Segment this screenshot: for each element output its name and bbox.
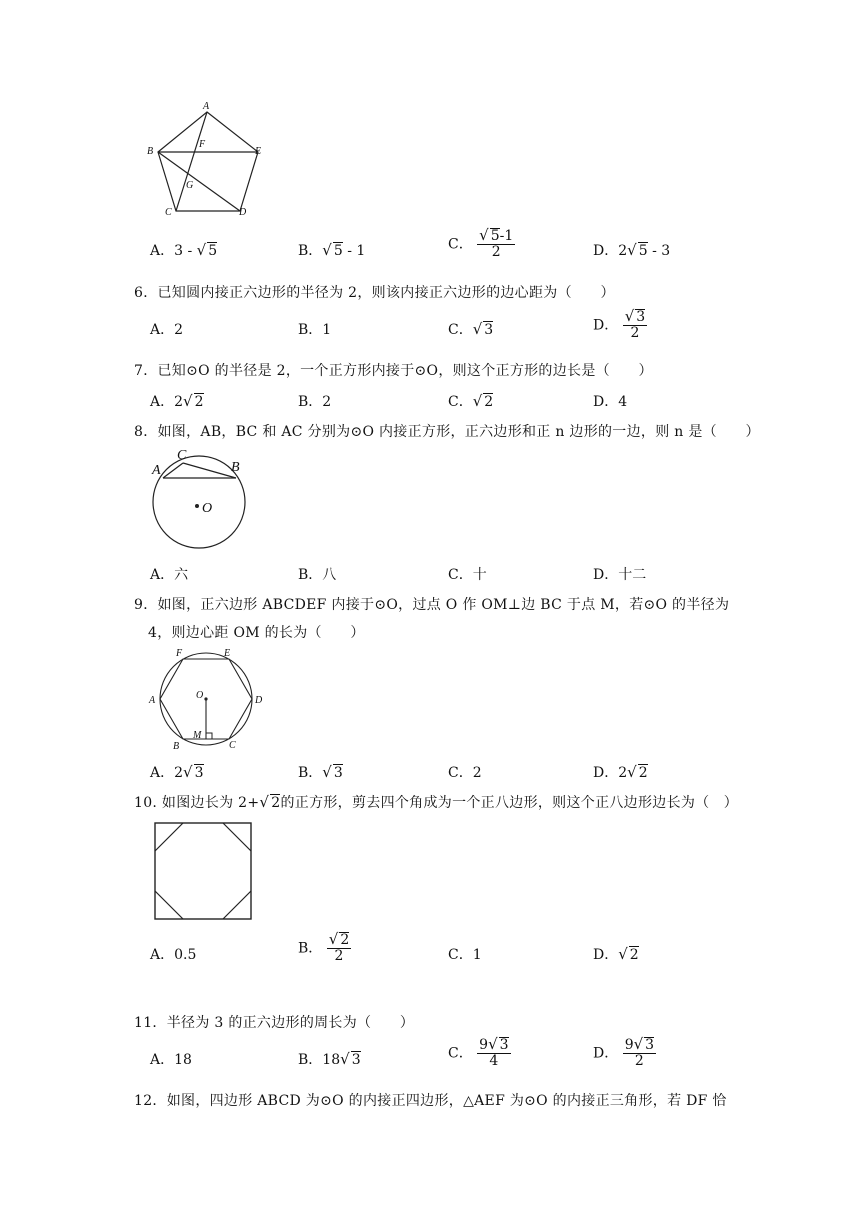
q10-stem: 10. 如图边长为 2+√ 2的正方形，剪去四个角成为一个正八边形，则这个正八边形边长为（ ） <box>134 793 739 811</box>
q6-option-c[interactable]: C．√ 3 <box>448 320 494 338</box>
q8-option-a[interactable]: A．六 <box>150 567 189 583</box>
q11-option-d[interactable]: D． $\frac{9√ 3}{2}$ <box>593 1035 655 1069</box>
q9-stem-line1: 9．如图，正六边形 ABCDEF 内接于⊙O，过点 O 作 OM⊥边 BC 于点 M，若⊙O 的半径为 <box>134 597 730 613</box>
q6-option-d[interactable]: D． $\frac{√ 3}{2}$ <box>593 307 646 341</box>
q9-label-e: E <box>224 648 231 659</box>
q9-stem-line2: 4，则边心距 OM 的长为（ ） <box>148 625 365 641</box>
q9-option-a[interactable]: A．2√ 3 <box>150 763 204 781</box>
q7-option-d[interactable]: D．4 <box>593 394 628 410</box>
q5-label-e: E <box>255 146 262 157</box>
q5-option-a[interactable]: A．3 - √ 5 <box>150 241 218 259</box>
q11-option-a[interactable]: A．18 <box>150 1052 192 1068</box>
q9-option-c[interactable]: C．2 <box>448 765 482 781</box>
q5-option-d[interactable]: D．2√ 5 - 3 <box>593 241 671 259</box>
q9-label-a: A <box>149 695 156 706</box>
q9-option-b[interactable]: B．√ 3 <box>298 763 343 781</box>
q8-option-d[interactable]: D．十二 <box>593 567 647 583</box>
q9-label-c: C <box>229 740 236 751</box>
q5-option-c[interactable]: C． $\frac{√ 5-1}{2}$ <box>448 226 514 260</box>
q7-option-b[interactable]: B．2 <box>298 394 332 410</box>
q6-stem: 6．已知圆内接正六边形的半径为 2，则该内接正六边形的边心距为（ ） <box>134 285 615 301</box>
q11-stem: 11．半径为 3 的正六边形的周长为（ ） <box>134 1015 415 1031</box>
q8-option-b[interactable]: B．八 <box>298 567 337 583</box>
q10-option-d[interactable]: D．√ 2 <box>593 945 639 963</box>
q5-label-b: B <box>147 146 154 157</box>
q8-label-a: A <box>152 463 161 478</box>
q5-option-b[interactable]: B．√ 5 - 1 <box>298 241 366 259</box>
q11-option-c[interactable]: C． $\frac{9√ 3}{4}$ <box>448 1035 509 1069</box>
q7-option-a[interactable]: A．2√ 2 <box>150 392 204 410</box>
q10-option-b[interactable]: B． $\frac{√ 2}{2}$ <box>298 930 350 964</box>
q11-option-b[interactable]: B．18√ 3 <box>298 1050 361 1068</box>
q9-label-f: F <box>176 648 183 659</box>
q10-option-a[interactable]: A．0.5 <box>150 947 197 963</box>
q8-stem: 8．如图，AB，BC 和 AC 分别为⊙O 内接正方形，正六边形和正 n 边形的一边，则 n 是（ ） <box>134 424 760 440</box>
q7-stem: 7．已知⊙O 的半径是 2，一个正方形内接于⊙O，则这个正方形的边长是（ ） <box>134 363 653 379</box>
q6-option-a[interactable]: A．2 <box>150 322 184 338</box>
q8-label-c: C <box>177 448 187 463</box>
q9-label-o: O <box>196 690 204 701</box>
q8-label-b: B <box>231 460 240 475</box>
q9-label-m: M <box>193 730 202 741</box>
q9-label-d: D <box>255 695 263 706</box>
q8-option-c[interactable]: C．十 <box>448 567 487 583</box>
q5-label-a: A <box>203 101 210 112</box>
q5-label-c: C <box>165 207 172 218</box>
q12-stem: 12．如图，四边形 ABCD 为⊙O 的内接正四边形，△AEF 为⊙O 的内接正三角形，若 DF 恰 <box>134 1093 727 1109</box>
q6-option-b[interactable]: B．1 <box>298 322 332 338</box>
q9-option-d[interactable]: D．2√ 2 <box>593 763 648 781</box>
q7-option-c[interactable]: C．√ 2 <box>448 392 494 410</box>
q10-option-c[interactable]: C．1 <box>448 947 482 963</box>
q5-label-d: D <box>239 207 247 218</box>
q9-label-b: B <box>173 741 180 752</box>
q5-label-g: G <box>186 180 194 191</box>
q5-label-f: F <box>199 139 206 150</box>
q8-label-o: O <box>202 501 213 516</box>
